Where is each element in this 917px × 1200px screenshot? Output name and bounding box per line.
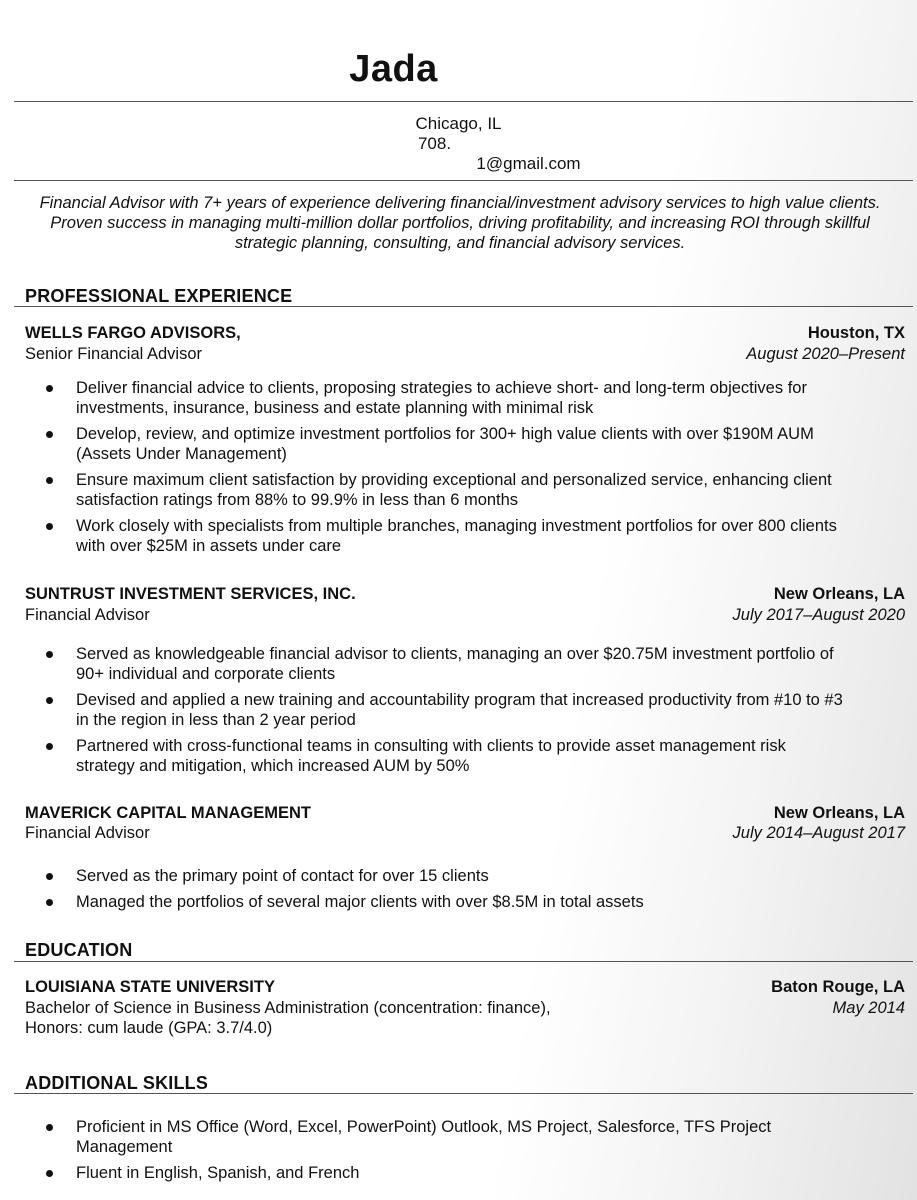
bullet-dot <box>46 477 53 484</box>
bullet-item <box>46 892 846 912</box>
graduation-date: May 2014 <box>832 999 905 1017</box>
bullet-item <box>46 424 846 464</box>
professional-summary: Financial Advisor with 7+ years of experience delivering financial/investment advisory services to high value clients. Proven success in managing multi-million dollar portfolios, driving profitability, and increasing ROI through skillful strategic planning, consulting, and financial advisory services. <box>39 194 881 252</box>
honors: Honors: cum laude (GPA: 3.7/4.0) <box>25 1019 273 1037</box>
job-location: New Orleans, LA <box>773 585 905 603</box>
job-bullets <box>46 866 846 918</box>
contact-phone-visible: 708. <box>417 134 452 153</box>
bullet-dot <box>46 523 53 530</box>
bullet-text: Fluent in English, Spanish, and French <box>76 1164 360 1182</box>
bullet-dot <box>46 1124 53 1131</box>
job-header <box>25 584 905 604</box>
bullet-dot <box>46 873 53 880</box>
section-rule-experience <box>14 306 913 307</box>
contact-email <box>0 154 917 174</box>
bullet-dot <box>46 651 53 658</box>
section-title-education: EDUCATION <box>25 940 133 960</box>
job-role: Senior Financial Advisor <box>25 345 203 363</box>
contact-location: Chicago, IL <box>415 114 502 133</box>
section-rule-skills <box>14 1093 913 1094</box>
bullet-text: Served as knowledgeable financial advisor to clients, managing an over $20.75M investment portfolio of 90+ individual and corporate clients <box>76 645 834 683</box>
bullet-dot <box>46 385 53 392</box>
job-dates: July 2014–August 2017 <box>732 824 905 842</box>
job-subheader <box>25 823 905 843</box>
contact-email-visible: 1@gmail.com <box>476 154 581 173</box>
candidate-name <box>0 48 917 91</box>
bullet-text: Work closely with specialists from multiple branches, managing investment portfolios for over 800 clients with over $25M in assets under care <box>76 517 837 555</box>
bullet-text: Partnered with cross-functional teams in consulting with clients to provide asset management risk strategy and mitigation, which increased AUM by 50% <box>76 737 786 775</box>
school-location: Baton Rouge, LA <box>771 978 905 996</box>
bullet-text: Devised and applied a new training and accountability program that increased productivity from #10 to #3 in the region in less than 2 year period <box>76 691 843 729</box>
bullet-text: Managed the portfolios of several major clients with over $8.5M in total assets <box>76 893 644 911</box>
bullet-item <box>46 690 846 730</box>
bullet-dot <box>46 697 53 704</box>
bullet-item <box>46 644 846 684</box>
job-subheader <box>25 605 905 625</box>
bullet-item <box>46 470 846 510</box>
job-subheader <box>25 344 905 364</box>
header-rule-bottom <box>14 180 913 181</box>
bullet-item <box>46 736 846 776</box>
school-name: LOUISIANA STATE UNIVERSITY <box>25 978 275 996</box>
job-role: Financial Advisor <box>25 606 150 624</box>
company-name: SUNTRUST INVESTMENT SERVICES, INC. <box>25 585 356 603</box>
bullet-text: Served as the primary point of contact for over 15 clients <box>76 867 489 885</box>
degree: Bachelor of Science in Business Administration (concentration: finance), <box>25 999 551 1017</box>
company-name: WELLS FARGO ADVISORS, <box>25 324 241 342</box>
bullet-dot <box>46 1170 53 1177</box>
first-name: Jada <box>349 48 438 90</box>
redacted-last-name <box>448 56 568 86</box>
contact-phone <box>0 134 917 154</box>
header-rule-top <box>14 101 913 102</box>
education-subheader <box>25 998 905 1018</box>
job-bullets <box>46 644 846 782</box>
job-header <box>25 803 905 823</box>
bullet-text: Proficient in MS Office (Word, Excel, PowerPoint) Outlook, MS Project, Salesforce, TFS Project Management <box>76 1118 772 1156</box>
job-location: New Orleans, LA <box>773 804 905 822</box>
bullet-item <box>46 516 846 556</box>
bullet-text: Ensure maximum client satisfaction by providing exceptional and personalized service, enhancing client satisfaction ratings from 88% to 99.9% in less than 6 months <box>76 471 832 509</box>
bullet-item <box>46 1117 846 1157</box>
bullet-item <box>46 378 846 418</box>
section-title-experience: PROFESSIONAL EXPERIENCE <box>25 286 293 306</box>
bullet-dot <box>46 743 53 750</box>
job-header <box>25 323 905 343</box>
bullet-item <box>46 1163 846 1183</box>
job-role: Financial Advisor <box>25 824 150 842</box>
job-location: Houston, TX <box>807 324 905 342</box>
section-title-skills: ADDITIONAL SKILLS <box>25 1073 209 1093</box>
job-bullets <box>46 378 846 562</box>
bullet-dot <box>46 431 53 438</box>
bullet-dot <box>46 899 53 906</box>
education-header <box>25 977 905 997</box>
company-name: MAVERICK CAPITAL MANAGEMENT <box>25 804 311 822</box>
bullet-text: Deliver financial advice to clients, proposing strategies to achieve short- and long-term objectives for investments, insurance, business and estate planning with minimal risk <box>76 379 807 417</box>
bullet-text: Develop, review, and optimize investment portfolios for 300+ high value clients with over $190M AUM (Assets Under Management) <box>76 425 814 463</box>
job-dates: July 2017–August 2020 <box>732 606 905 624</box>
bullet-item <box>46 866 846 886</box>
education-honors <box>25 1018 905 1038</box>
skills-bullets <box>46 1117 846 1189</box>
section-rule-education <box>14 961 913 962</box>
job-dates: August 2020–Present <box>746 345 905 363</box>
